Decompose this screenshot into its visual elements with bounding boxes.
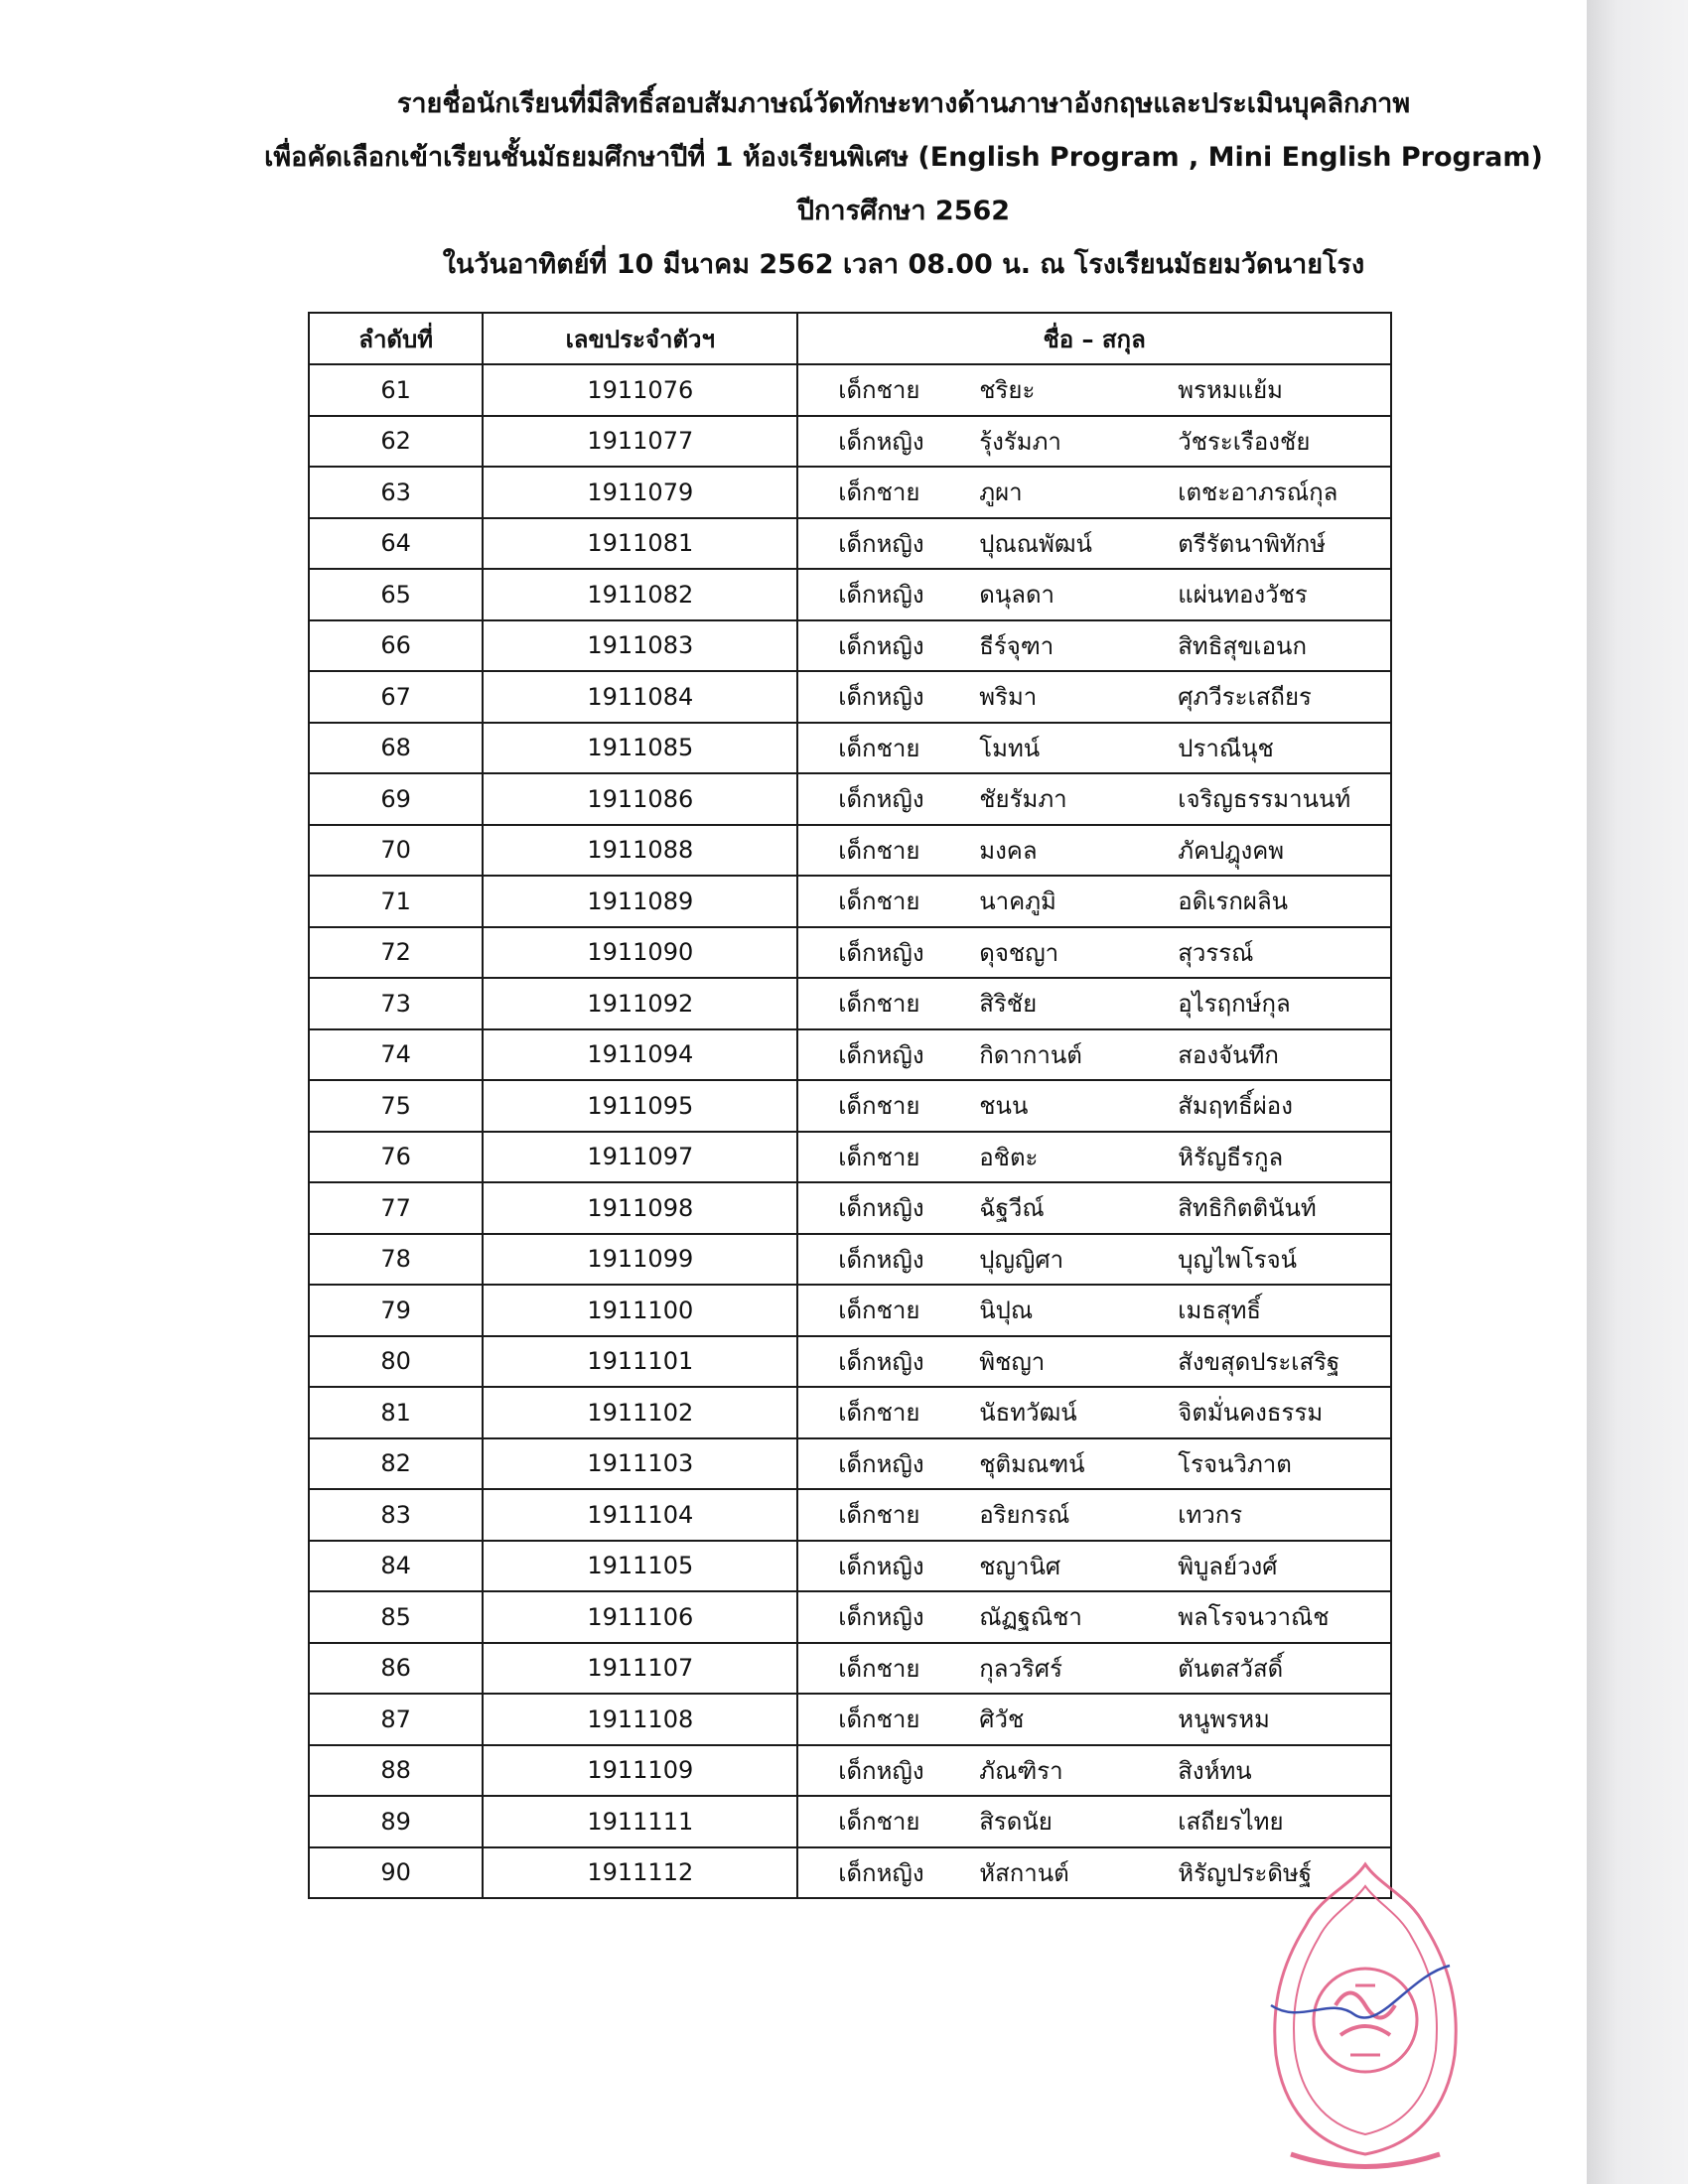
student-id: 1911112 [483, 1847, 797, 1899]
last-name: พิบูลย์วงศ์ [1178, 1552, 1278, 1580]
first-name: นัธทวัฒน์ [979, 1399, 1077, 1428]
last-name: อดิเรกผลิน [1178, 887, 1289, 916]
student-id: 1911107 [483, 1643, 797, 1695]
row-number: 87 [309, 1694, 483, 1745]
row-number: 69 [309, 773, 483, 825]
student-name [797, 1387, 1391, 1438]
first-name: ภัณฑิรา [979, 1756, 1063, 1785]
student-id: 1911097 [483, 1132, 797, 1183]
last-name: พรหมแย้ม [1178, 376, 1283, 405]
student-name [797, 1591, 1391, 1643]
student-id: 1911090 [483, 927, 797, 979]
row-number: 65 [309, 569, 483, 620]
school-seal-icon [1261, 1856, 1470, 2184]
name-prefix: เด็กหญิง [838, 1449, 924, 1478]
table-row [309, 569, 1391, 620]
first-name: กิดากานต์ [979, 1040, 1082, 1069]
row-number: 86 [309, 1643, 483, 1695]
student-id: 1911100 [483, 1285, 797, 1336]
table-row [309, 518, 1391, 570]
student-name [797, 1745, 1391, 1797]
first-name: ชุติมณฑน์ [979, 1449, 1085, 1478]
student-name [797, 773, 1391, 825]
row-number: 61 [309, 364, 483, 416]
first-name: ชริยะ [979, 376, 1036, 405]
last-name: สิทธิกิตตินันท์ [1178, 1194, 1317, 1223]
table-row [309, 1847, 1391, 1899]
name-prefix: เด็กชาย [838, 1399, 920, 1428]
student-name [797, 1029, 1391, 1081]
column-header-number: ลำดับที่ [309, 313, 483, 364]
first-name: ดนุลดา [979, 581, 1055, 610]
name-prefix: เด็กชาย [838, 1654, 920, 1683]
student-id: 1911103 [483, 1438, 797, 1490]
last-name: แผ่นทองวัชร [1178, 581, 1308, 610]
name-prefix: เด็กชาย [838, 1297, 920, 1325]
row-number: 63 [309, 467, 483, 518]
first-name: พิชญา [979, 1347, 1046, 1376]
name-prefix: เด็กชาย [838, 990, 920, 1019]
student-id: 1911105 [483, 1541, 797, 1592]
first-name: โมทน์ [979, 734, 1041, 762]
table-row [309, 1796, 1391, 1847]
table-row [309, 1591, 1391, 1643]
student-id: 1911092 [483, 978, 797, 1029]
table-row [309, 1643, 1391, 1695]
last-name: บุญไพโรจน์ [1178, 1245, 1298, 1274]
name-prefix: เด็กหญิง [838, 1603, 924, 1632]
first-name: สิรดนัย [979, 1808, 1053, 1837]
last-name: สิงห์ทน [1178, 1756, 1252, 1785]
row-number: 67 [309, 671, 483, 723]
row-number: 70 [309, 825, 483, 877]
first-name: ดุจชญา [979, 938, 1059, 967]
last-name: วัชระเรืองชัย [1178, 427, 1311, 456]
row-number: 81 [309, 1387, 483, 1438]
row-number: 84 [309, 1541, 483, 1592]
student-name [797, 467, 1391, 518]
student-name [797, 927, 1391, 979]
student-name [797, 1541, 1391, 1592]
row-number: 74 [309, 1029, 483, 1081]
last-name: พลโรจนวาณิช [1178, 1603, 1330, 1632]
table-row [309, 1029, 1391, 1081]
student-id: 1911083 [483, 620, 797, 672]
first-name: รุ้งรัมภา [979, 427, 1061, 456]
last-name: ตันตสวัสดิ์ [1178, 1654, 1284, 1683]
student-name [797, 671, 1391, 723]
last-name: เทวกร [1178, 1501, 1243, 1530]
first-name: อชิตะ [979, 1143, 1039, 1171]
name-prefix: เด็กหญิง [838, 1756, 924, 1785]
name-prefix: เด็กหญิง [838, 581, 924, 610]
row-number: 66 [309, 620, 483, 672]
last-name: สุวรรณ์ [1178, 938, 1254, 967]
name-prefix: เด็กหญิง [838, 1245, 924, 1274]
table-row [309, 1080, 1391, 1132]
first-name: พริมา [979, 683, 1038, 712]
scan-margin [1587, 0, 1688, 2184]
first-name: ภูผา [979, 478, 1023, 507]
first-name: ปุณณพัฒน์ [979, 529, 1092, 558]
student-name [797, 1285, 1391, 1336]
first-name: ชนน [979, 1092, 1029, 1121]
table-row [309, 1285, 1391, 1336]
last-name: เมธสุทธิ์ [1178, 1297, 1262, 1325]
row-number: 85 [309, 1591, 483, 1643]
row-number: 72 [309, 927, 483, 979]
last-name: สังขสุดประเสริฐ [1178, 1347, 1340, 1376]
student-id: 1911095 [483, 1080, 797, 1132]
table-row [309, 364, 1391, 416]
last-name: เตชะอาภรณ์กุล [1178, 478, 1338, 507]
first-name: นิปุณ [979, 1297, 1034, 1325]
table-row [309, 773, 1391, 825]
column-header-name: ชื่อ – สกุล [797, 313, 1391, 364]
name-prefix: เด็กหญิง [838, 938, 924, 967]
table-row [309, 620, 1391, 672]
name-prefix: เด็กชาย [838, 734, 920, 762]
table-row [309, 978, 1391, 1029]
last-name: ศุภวีระเสถียร [1178, 683, 1312, 712]
first-name: กุลวริศร์ [979, 1654, 1062, 1683]
name-prefix: เด็กชาย [838, 1143, 920, 1171]
name-prefix: เด็กชาย [838, 1092, 920, 1121]
row-number: 82 [309, 1438, 483, 1490]
table-row [309, 1438, 1391, 1490]
table-row [309, 1489, 1391, 1541]
last-name: โรจนวิภาต [1178, 1449, 1292, 1478]
column-header-id: เลขประจำตัวฯ [483, 313, 797, 364]
first-name: หัสกานต์ [979, 1858, 1069, 1887]
row-number: 71 [309, 876, 483, 927]
first-name: ปุญญิศา [979, 1245, 1064, 1274]
table-header-row [309, 313, 1391, 364]
first-name: ธีร์จุฑา [979, 631, 1055, 660]
last-name: สัมฤทธิ์ผ่อง [1178, 1092, 1293, 1121]
student-id: 1911084 [483, 671, 797, 723]
heading-line-2: เพื่อคัดเลือกเข้าเรียนชั้นมัธยมศึกษาปีที่ 1 ห้องเรียนพิเศษ (English Program , Mini English Program) [264, 142, 1543, 173]
table-row [309, 1387, 1391, 1438]
table-row [309, 927, 1391, 979]
student-roster-table [308, 312, 1392, 1899]
student-name [797, 1080, 1391, 1132]
table-row [309, 1336, 1391, 1388]
name-prefix: เด็กชาย [838, 1501, 920, 1530]
student-name [797, 876, 1391, 927]
student-id: 1911081 [483, 518, 797, 570]
row-number: 62 [309, 416, 483, 468]
student-id: 1911102 [483, 1387, 797, 1438]
last-name: ปราณีนุช [1178, 734, 1274, 762]
first-name: อริยกรณ์ [979, 1501, 1070, 1530]
last-name: หิรัญธีรกูล [1178, 1143, 1284, 1171]
student-id: 1911101 [483, 1336, 797, 1388]
student-id: 1911104 [483, 1489, 797, 1541]
row-number: 76 [309, 1132, 483, 1183]
row-number: 73 [309, 978, 483, 1029]
name-prefix: เด็กชาย [838, 887, 920, 916]
student-name [797, 1336, 1391, 1388]
last-name: หิรัญประดิษฐ์ [1178, 1858, 1313, 1887]
name-prefix: เด็กหญิง [838, 1858, 924, 1887]
student-id: 1911106 [483, 1591, 797, 1643]
table-row [309, 1745, 1391, 1797]
name-prefix: เด็กหญิง [838, 427, 924, 456]
last-name: หนูพรหม [1178, 1706, 1270, 1734]
heading-line-1: รายชื่อนักเรียนที่มีสิทธิ์สอบสัมภาษณ์วัดทักษะทางด้านภาษาอังกฤษและประเมินบุคลิกภาพ [396, 88, 1411, 119]
name-prefix: เด็กชาย [838, 836, 920, 865]
name-prefix: เด็กหญิง [838, 1347, 924, 1376]
last-name: สิทธิสุขเอนก [1178, 631, 1307, 660]
student-id: 1911098 [483, 1182, 797, 1234]
table-row [309, 1132, 1391, 1183]
student-name [797, 723, 1391, 774]
heading-line-3: ปีการศึกษา 2562 [796, 196, 1011, 226]
student-name [797, 1438, 1391, 1490]
heading-line-4: ในวันอาทิตย์ที่ 10 มีนาคม 2562 เวลา 08.00 น. ณ โรงเรียนมัธยมวัดนายโรง [442, 249, 1365, 280]
student-id: 1911079 [483, 467, 797, 518]
name-prefix: เด็กชาย [838, 1808, 920, 1837]
row-number: 64 [309, 518, 483, 570]
row-number: 89 [309, 1796, 483, 1847]
student-name [797, 1489, 1391, 1541]
row-number: 80 [309, 1336, 483, 1388]
student-id: 1911108 [483, 1694, 797, 1745]
last-name: อุไรฤกษ์กุล [1178, 990, 1291, 1019]
first-name: ศิวัช [979, 1706, 1025, 1734]
student-id: 1911111 [483, 1796, 797, 1847]
student-name [797, 416, 1391, 468]
student-id: 1911094 [483, 1029, 797, 1081]
student-id: 1911086 [483, 773, 797, 825]
row-number: 90 [309, 1847, 483, 1899]
student-name [797, 978, 1391, 1029]
table-row [309, 671, 1391, 723]
first-name: ฉัฐวีณ์ [979, 1194, 1045, 1223]
first-name: สิริชัย [979, 990, 1038, 1019]
row-number: 77 [309, 1182, 483, 1234]
name-prefix: เด็กชาย [838, 1706, 920, 1734]
student-name [797, 620, 1391, 672]
last-name: เจริญธรรมานนท์ [1178, 785, 1351, 814]
row-number: 83 [309, 1489, 483, 1541]
last-name: สองจันทึก [1178, 1040, 1279, 1069]
student-name [797, 1796, 1391, 1847]
name-prefix: เด็กหญิง [838, 1194, 924, 1223]
student-name [797, 1132, 1391, 1183]
student-id: 1911089 [483, 876, 797, 927]
table-row [309, 467, 1391, 518]
name-prefix: เด็กชาย [838, 478, 920, 507]
first-name: มงคล [979, 836, 1038, 865]
last-name: จิตมั่นคงธรรม [1178, 1399, 1324, 1428]
row-number: 75 [309, 1080, 483, 1132]
name-prefix: เด็กหญิง [838, 785, 924, 814]
name-prefix: เด็กหญิง [838, 1552, 924, 1580]
table-row [309, 1541, 1391, 1592]
student-id: 1911082 [483, 569, 797, 620]
student-id: 1911077 [483, 416, 797, 468]
row-number: 68 [309, 723, 483, 774]
student-name [797, 364, 1391, 416]
table-row [309, 723, 1391, 774]
table-row [309, 416, 1391, 468]
name-prefix: เด็กหญิง [838, 631, 924, 660]
table-row [309, 1694, 1391, 1745]
row-number: 78 [309, 1234, 483, 1286]
student-id: 1911088 [483, 825, 797, 877]
student-id: 1911085 [483, 723, 797, 774]
document-heading [248, 77, 1559, 292]
student-name [797, 1643, 1391, 1695]
table-row [309, 1234, 1391, 1286]
name-prefix: เด็กหญิง [838, 683, 924, 712]
table-row [309, 876, 1391, 927]
first-name: นาคภูมิ [979, 887, 1056, 916]
student-id: 1911099 [483, 1234, 797, 1286]
student-name [797, 1234, 1391, 1286]
name-prefix: เด็กหญิง [838, 529, 924, 558]
student-name [797, 1182, 1391, 1234]
row-number: 79 [309, 1285, 483, 1336]
student-id: 1911076 [483, 364, 797, 416]
first-name: ชัยรัมภา [979, 785, 1067, 814]
first-name: ณัฏฐณิชา [979, 1603, 1082, 1632]
first-name: ชญานิศ [979, 1552, 1061, 1580]
table-row [309, 1182, 1391, 1234]
student-name [797, 569, 1391, 620]
name-prefix: เด็กชาย [838, 376, 920, 405]
student-name [797, 518, 1391, 570]
last-name: ตรีรัตนาพิทักษ์ [1178, 529, 1327, 558]
name-prefix: เด็กหญิง [838, 1040, 924, 1069]
student-name [797, 825, 1391, 877]
table-body [309, 364, 1391, 1898]
last-name: เสถียรไทย [1178, 1808, 1284, 1837]
last-name: ภัคปฎุงคพ [1178, 836, 1285, 865]
student-name [797, 1694, 1391, 1745]
row-number: 88 [309, 1745, 483, 1797]
table-row [309, 825, 1391, 877]
student-id: 1911109 [483, 1745, 797, 1797]
